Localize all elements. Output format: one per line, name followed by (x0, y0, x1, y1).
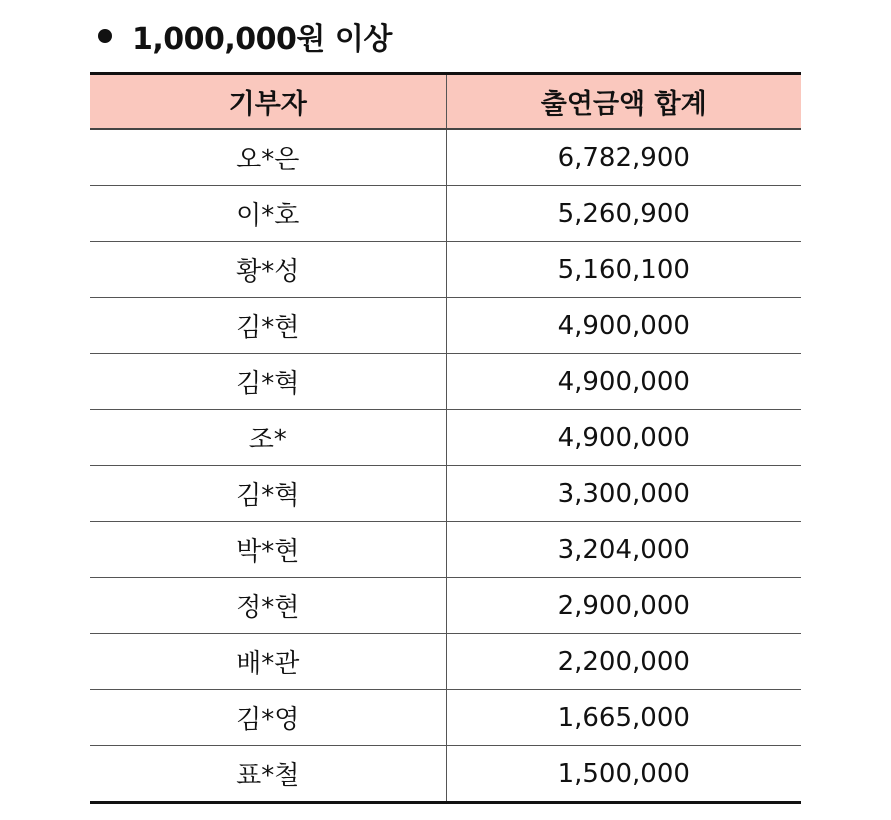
donation-amount-cell: 1,665,000 (446, 690, 801, 746)
table-row (90, 578, 801, 634)
table-row (90, 466, 801, 522)
donation-amount-cell: 5,260,900 (446, 186, 801, 242)
donor-name-cell: 박*현 (90, 522, 446, 578)
donation-amount-cell: 1,500,000 (446, 746, 801, 803)
donation-amount-cell: 6,782,900 (557, 142, 690, 173)
table-header-row (90, 74, 801, 130)
donor-table (90, 72, 801, 804)
donor-name-cell: 김*혁 (90, 354, 446, 410)
donation-amount-cell: 5,160,100 (446, 242, 801, 298)
donation-amount-cell: 2,900,000 (446, 578, 801, 634)
table-row (90, 746, 801, 803)
donation-amount-cell: 2,200,000 (446, 634, 801, 690)
donor-name-cell: 조* (90, 410, 446, 466)
table-row (90, 186, 801, 242)
table-row (90, 634, 801, 690)
donor-name-cell: 정*현 (90, 578, 446, 634)
bullet-icon (98, 29, 112, 43)
donor-name-cell: 오*은 (90, 129, 446, 186)
donation-amount-cell: 4,900,000 (446, 410, 801, 466)
section-title: 1,000,000원 이상 (132, 22, 392, 57)
donor-name-cell: 김*현 (90, 298, 446, 354)
table-row (90, 690, 801, 746)
donation-amount-cell: 3,300,000 (446, 466, 801, 522)
column-header-donor: 기부자 (90, 74, 446, 130)
table-row (90, 298, 801, 354)
column-header-amount: 출연금액 합계 (446, 74, 801, 130)
donor-name-cell: 황*성 (90, 242, 446, 298)
section-heading (98, 14, 392, 58)
table-row (90, 354, 801, 410)
donor-name-cell: 이*호 (90, 186, 446, 242)
table-row (90, 522, 801, 578)
donor-name-cell: 김*영 (90, 690, 446, 746)
donor-name-cell: 배*관 (90, 634, 446, 690)
table-row (90, 129, 801, 186)
donation-amount-cell: 4,900,000 (446, 354, 801, 410)
donation-amount-cell: 3,204,000 (446, 522, 801, 578)
table-row (90, 242, 801, 298)
donor-name-cell: 표*철 (90, 746, 446, 803)
donation-amount-cell: 4,900,000 (446, 298, 801, 354)
donor-name-cell: 김*혁 (90, 466, 446, 522)
table-row (90, 410, 801, 466)
